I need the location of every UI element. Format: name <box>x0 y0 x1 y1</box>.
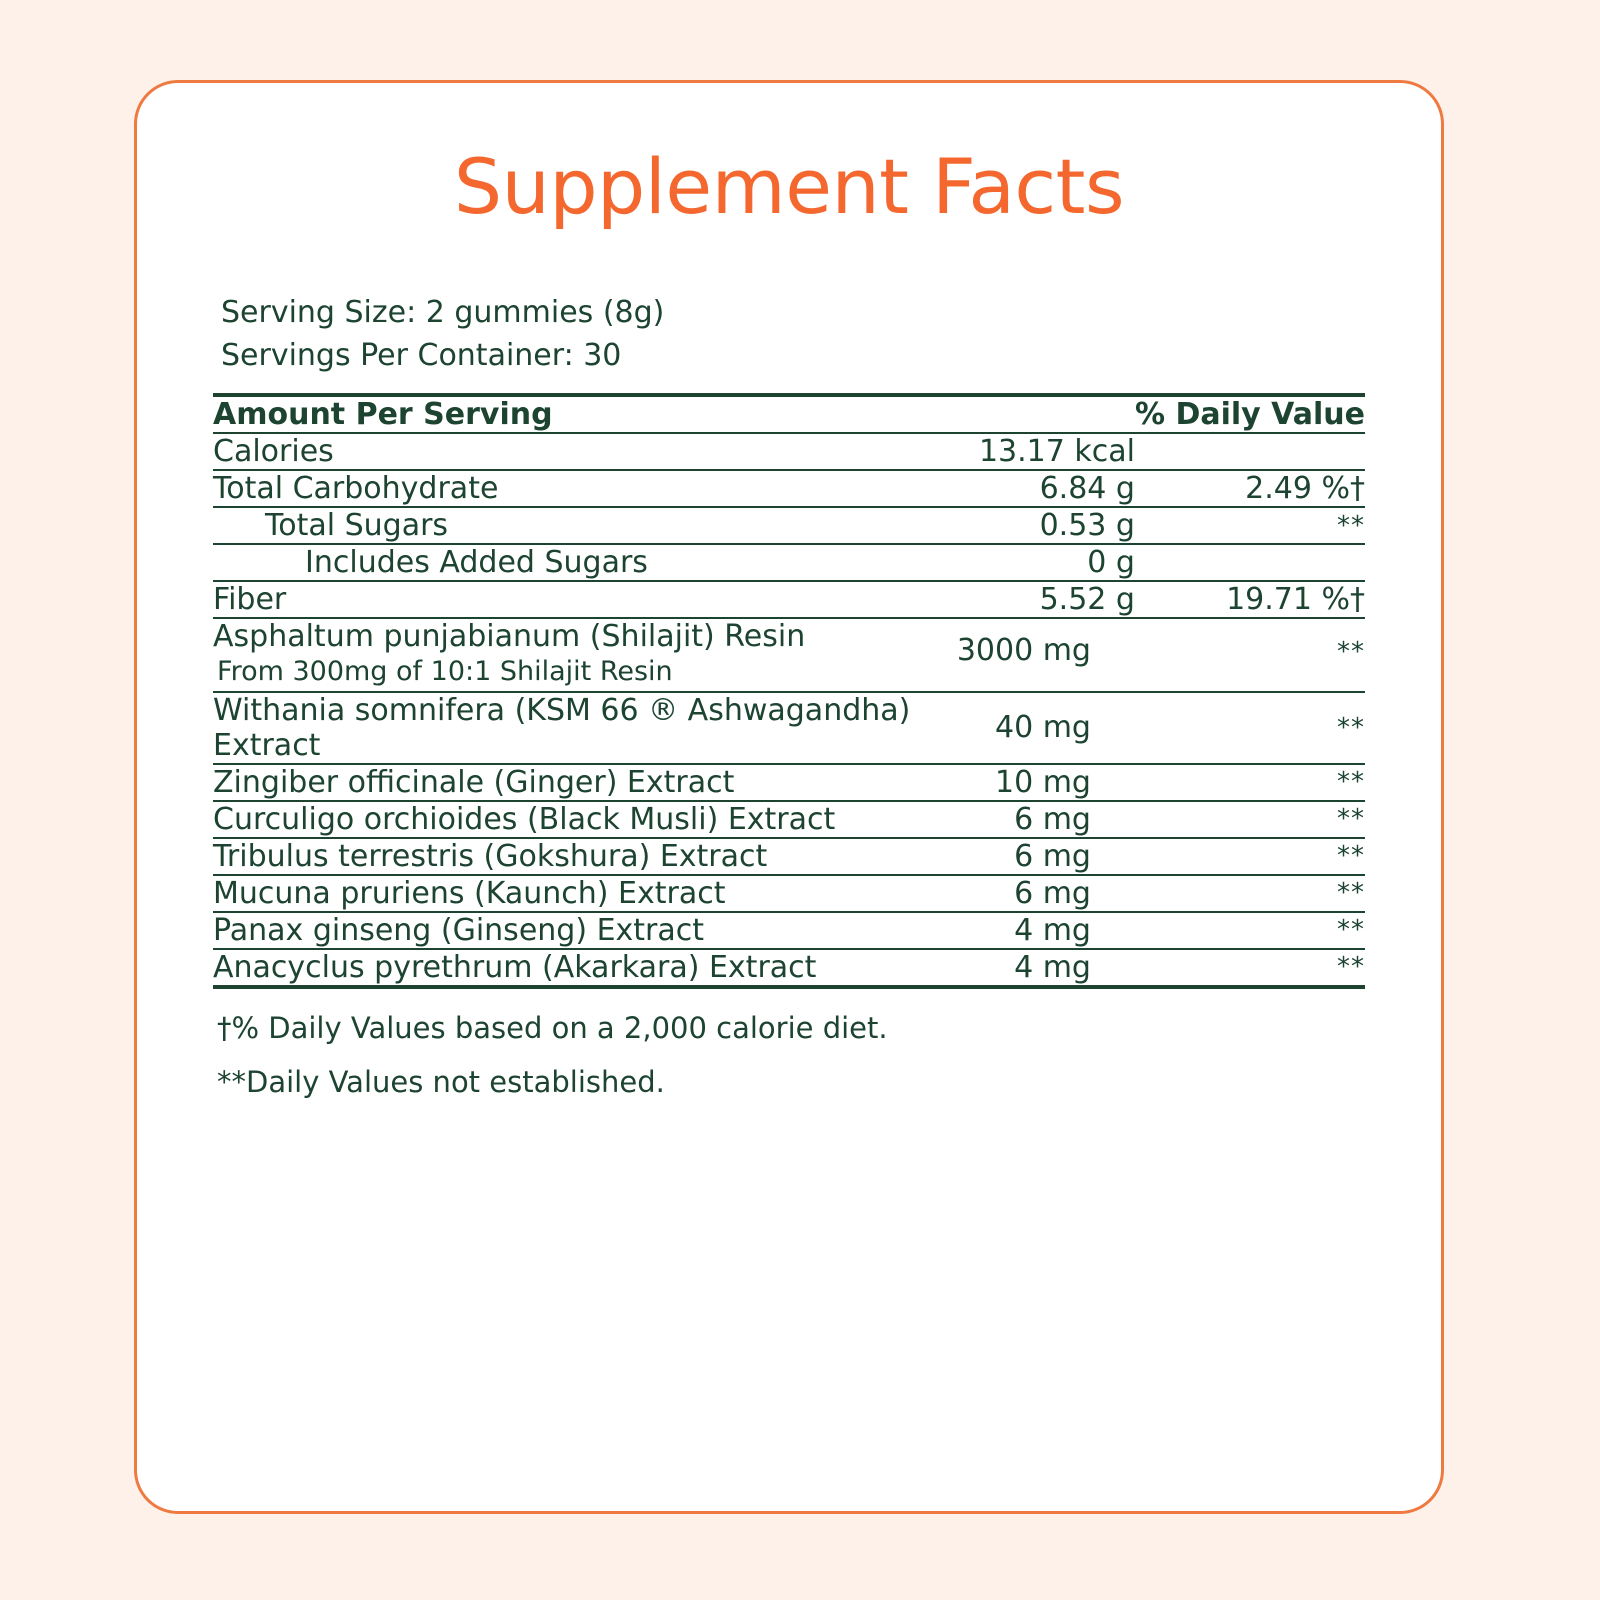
table-row <box>213 912 1365 949</box>
row-label: Mucuna pruriens (Kaunch) Extract <box>213 875 726 911</box>
row-label: Total Sugars <box>265 508 449 544</box>
row-label: Withania somnifera (KSM 66 ® Ashwagandha) Extract <box>213 692 911 763</box>
row-label: Anacyclus pyrethrum (Akarkara) Extract <box>213 949 817 985</box>
table-row <box>213 618 1365 691</box>
row-amount: 4 mg <box>1014 912 1091 948</box>
footnote-daily-values: †% Daily Values based on a 2,000 calorie diet. <box>217 1010 888 1045</box>
supplement-facts-panel <box>134 80 1444 1514</box>
table-row <box>213 692 1365 764</box>
table-row <box>213 507 1365 544</box>
row-amount: 6 mg <box>1014 875 1091 911</box>
row-amount: 40 mg <box>994 710 1091 746</box>
row-label: Calories <box>213 434 334 470</box>
table-row <box>213 875 1365 912</box>
row-amount: 5.52 g <box>1039 582 1135 618</box>
row-daily-value: ** <box>1337 804 1365 835</box>
table-row <box>213 581 1365 618</box>
footnote-not-established: **Daily Values not established. <box>217 1064 665 1099</box>
row-label: Includes Added Sugars <box>305 545 648 581</box>
header-amount-per-serving: Amount Per Serving <box>213 397 553 433</box>
row-label: Total Carbohydrate <box>213 471 499 507</box>
facts-content <box>213 291 1365 1119</box>
row-label: Tribulus terrestris (Gokshura) Extract <box>213 838 768 874</box>
row-daily-value <box>1135 433 1365 470</box>
row-amount: 4 mg <box>1014 949 1091 985</box>
footnotes <box>213 1011 1365 1099</box>
row-daily-value: ** <box>1337 637 1365 668</box>
row-daily-value: ** <box>1337 841 1365 872</box>
table-row <box>213 470 1365 507</box>
table-row <box>213 801 1365 838</box>
row-subnote: From 300mg of 10:1 Shilajit Resin <box>217 656 673 688</box>
table-row <box>213 838 1365 875</box>
row-label: Panax ginseng (Ginseng) Extract <box>213 912 705 948</box>
row-label: Zingiber officinale (Ginger) Extract <box>213 764 735 800</box>
row-label: Curculigo orchioides (Black Musli) Extract <box>213 801 836 837</box>
row-amount: 6.84 g <box>1039 471 1135 507</box>
row-daily-value: ** <box>1337 510 1365 541</box>
row-daily-value: ** <box>1337 952 1365 983</box>
row-amount: 13.17 kcal <box>978 434 1135 470</box>
table-row <box>213 433 1365 470</box>
serving-info <box>213 291 1365 377</box>
row-daily-value: ** <box>1337 878 1365 909</box>
row-label <box>213 618 957 691</box>
table-row <box>213 764 1365 801</box>
row-daily-value: ** <box>1337 767 1365 798</box>
row-ingredient-name: Asphaltum punjabianum (Shilajit) Resin <box>213 619 806 655</box>
servings-per-container: Servings Per Container: 30 <box>221 338 622 374</box>
table-bottom-rule <box>213 987 1365 989</box>
table-header-row <box>213 395 1365 433</box>
row-daily-value: 2.49 %† <box>1245 471 1365 507</box>
header-daily-value: % Daily Value <box>1134 397 1365 433</box>
table-row <box>213 949 1365 987</box>
row-amount: 3000 mg <box>956 633 1091 669</box>
row-amount: 0.53 g <box>1039 508 1135 544</box>
serving-size: Serving Size: 2 gummies (8g) <box>221 295 665 330</box>
row-amount: 6 mg <box>1014 801 1091 837</box>
row-amount: 0 g <box>1087 545 1135 581</box>
row-daily-value: 19.71 %† <box>1226 582 1365 618</box>
row-label: Fiber <box>213 582 287 618</box>
header-amount-spacer <box>957 395 1135 433</box>
row-amount: 10 mg <box>994 764 1091 800</box>
row-daily-value: ** <box>1337 712 1365 743</box>
table-row <box>213 544 1365 581</box>
page-title: Supplement Facts <box>453 142 1125 231</box>
nutrition-table <box>213 393 1365 988</box>
row-daily-value <box>1135 544 1365 581</box>
row-daily-value: ** <box>1337 915 1365 946</box>
row-amount: 6 mg <box>1014 838 1091 874</box>
